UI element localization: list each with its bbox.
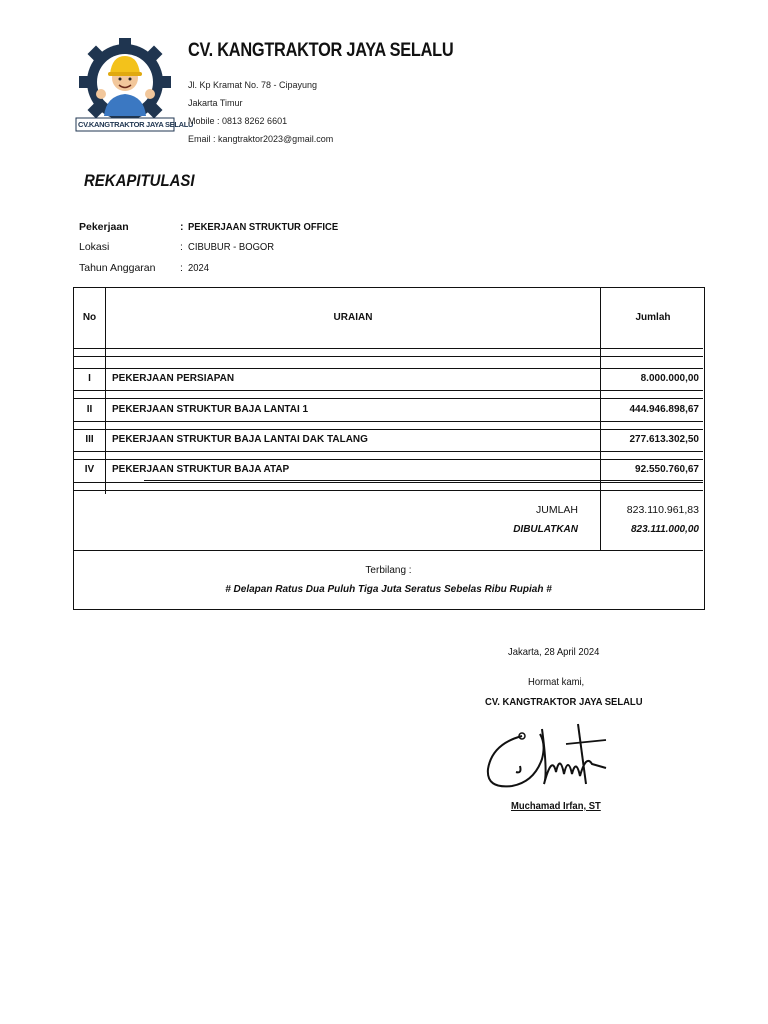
row-uraian: PEKERJAAN STRUKTUR BAJA LANTAI 1 — [112, 404, 309, 415]
row-jumlah: 92.550.760,67 — [635, 464, 699, 475]
signature-company: CV. KANGTRAKTOR JAYA SELALU — [485, 696, 643, 708]
logo-banner-text: CV.KANGTRAKTOR JAYA SELALU — [78, 120, 194, 129]
row-divider — [74, 390, 703, 391]
company-name: CV. KANGTRAKTOR JAYA SELALU — [188, 40, 454, 61]
terbilang-value: # Delapan Ratus Dua Puluh Tiga Juta Seratus Sebelas Ribu Rupiah # — [225, 584, 552, 595]
row-divider — [74, 490, 703, 491]
row-divider — [74, 459, 703, 460]
info-value-tahun: 2024 — [188, 262, 210, 274]
header-uraian: URAIAN — [333, 312, 373, 323]
rounded-label: DIBULATKAN — [513, 524, 578, 535]
row-divider — [144, 480, 703, 481]
row-divider — [74, 356, 703, 357]
info-label-lokasi: Lokasi — [79, 241, 110, 253]
row-divider — [74, 550, 703, 551]
row-no: III — [85, 434, 94, 445]
row-uraian: PEKERJAAN STRUKTUR BAJA ATAP — [112, 464, 290, 475]
row-no: II — [86, 404, 93, 415]
rounded-value: 823.111.000,00 — [630, 524, 699, 535]
row-divider — [74, 421, 703, 422]
total-label: JUMLAH — [535, 504, 578, 516]
company-logo — [74, 38, 194, 134]
row-divider — [74, 398, 703, 399]
info-colon: : — [180, 221, 184, 233]
row-divider — [74, 429, 703, 430]
row-divider — [74, 368, 703, 369]
row-no: I — [88, 373, 91, 384]
info-value-pekerjaan: PEKERJAAN STRUKTUR OFFICE — [188, 221, 339, 233]
info-label-tahun: Tahun Anggaran — [79, 262, 156, 274]
row-divider — [74, 482, 703, 483]
signer-name: Muchamad Irfan, ST — [511, 800, 601, 812]
place-date: Jakarta, 28 April 2024 — [508, 646, 600, 658]
company-city: Jakarta Timur — [188, 98, 243, 108]
info-label-pekerjaan: Pekerjaan — [79, 221, 129, 233]
info-colon: : — [180, 241, 183, 253]
company-mobile: Mobile : 0813 8262 6601 — [188, 116, 288, 126]
row-no: IV — [84, 464, 95, 475]
recap-table — [73, 287, 705, 610]
handwritten-signature — [482, 714, 612, 814]
greeting: Hormat kami, — [528, 676, 585, 688]
info-colon: : — [180, 262, 183, 274]
info-value-lokasi: CIBUBUR - BOGOR — [188, 241, 275, 253]
company-address: Jl. Kp Kramat No. 78 - Cipayung — [188, 80, 318, 90]
header-no: No — [82, 312, 97, 323]
document-title: REKAPITULASI — [84, 171, 195, 190]
row-jumlah: 444.946.898,67 — [629, 404, 699, 415]
terbilang-label: Terbilang : — [365, 565, 412, 576]
header-jumlah: Jumlah — [635, 312, 671, 323]
total-value: 823.110.961,83 — [626, 504, 699, 516]
row-uraian: PEKERJAAN STRUKTUR BAJA LANTAI DAK TALANG — [112, 434, 368, 445]
company-email: Email : kangtraktor2023@gmail.com — [188, 134, 334, 144]
row-jumlah: 277.613.302,50 — [629, 434, 699, 445]
row-divider — [74, 348, 703, 349]
row-divider — [74, 451, 703, 452]
row-jumlah: 8.000.000,00 — [640, 373, 699, 384]
row-uraian: PEKERJAAN PERSIAPAN — [112, 373, 235, 384]
